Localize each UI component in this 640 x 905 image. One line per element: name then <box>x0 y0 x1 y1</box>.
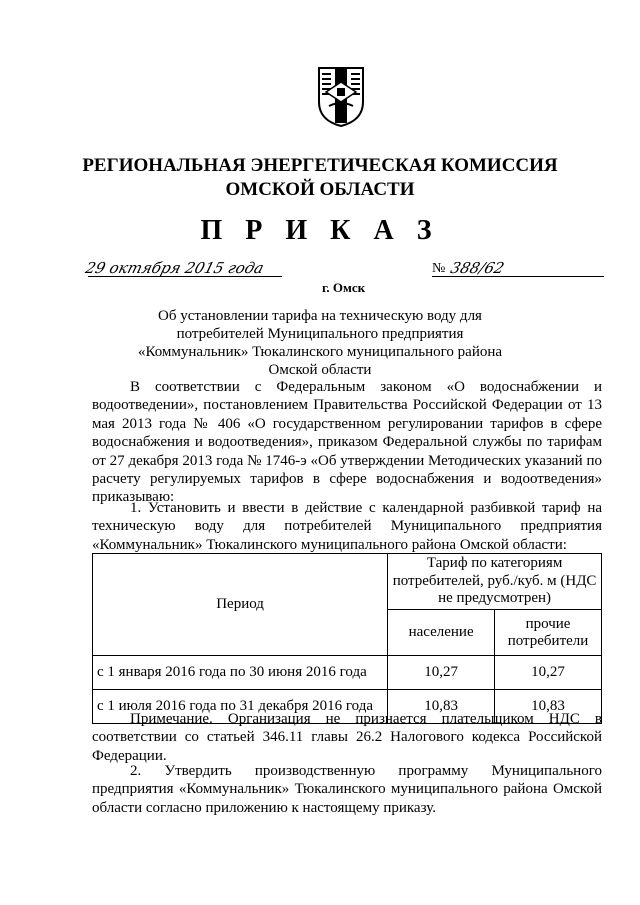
handwritten-order-number: 388/62 <box>448 259 507 277</box>
header-other-consumers: прочие потребители <box>495 610 602 656</box>
order-subject: Об установлении тарифа на техническую воду для потребителей Муниципального предприятия «Коммунальник» Тюкалинского муниципального района Омской области <box>137 308 503 378</box>
note-paragraph: Примечание. Организация не признается плательщиком НДС в соответствии со статьей 346.11 главы 26.2 Налогового кодекса Российской Федерации. <box>92 711 602 764</box>
number-sign: № <box>432 261 446 276</box>
preamble-paragraph: В соответствии с Федеральным законом «О водоснабжении и водоотведении», постановлением Правительства Российской Федерации от 13 мая 2013 года № 406 «О государственном регулировании тарифов в сфере водоснабжения и водоотведения», приказом Федеральной службы по тарифам от 27 декабря 2013 года № 1746-э «Об утверждении Методических указаний по расчету регулируемых тарифов в сфере водоснабжения и водоотведения» приказываю: <box>92 379 602 506</box>
table-row <box>93 656 602 690</box>
row-period: с 1 января 2016 года по 30 июня 2016 года <box>93 656 388 690</box>
number-underline <box>432 276 604 277</box>
handwritten-date: 29 октября 2015 года <box>83 259 266 277</box>
coat-of-arms-icon <box>317 66 365 128</box>
header-population: население <box>388 610 495 656</box>
row-other-value: 10,27 <box>495 656 602 690</box>
row-period: с 1 июля 2016 года по 31 декабря 2016 года <box>93 690 388 724</box>
row-population-value: 10,27 <box>388 656 495 690</box>
organization-region: ОМСКОЙ ОБЛАСТИ <box>225 179 415 200</box>
row-population-value: 10,83 <box>388 690 495 724</box>
date-underline <box>88 276 282 277</box>
city-label: г. Омск <box>322 280 366 295</box>
organization-name: РЕГИОНАЛЬНАЯ ЭНЕРГЕТИЧЕСКАЯ КОМИССИЯ <box>82 155 558 176</box>
item-1-paragraph: 1. Установить и ввести в действие с календарной разбивкой тариф на техническую воду для потребителей Муниципального предприятия «Коммунальник» Тюкалинского муниципального района Омской области: <box>92 500 602 553</box>
document-type-title: П Р И К А З <box>200 215 440 246</box>
item-2-paragraph: 2. Утвердить производственную программу Муниципального предприятия «Коммунальник» Тюкалинского муниципального района Омской области согласно приложению к настоящему приказу. <box>92 763 602 816</box>
header-tariff-group: Тариф по категориям потребителей, руб./куб. м (НДС не предусмотрен) <box>388 554 602 610</box>
row-other-value: 10,83 <box>495 690 602 724</box>
header-period: Период <box>93 554 388 656</box>
tariff-table <box>92 553 602 724</box>
